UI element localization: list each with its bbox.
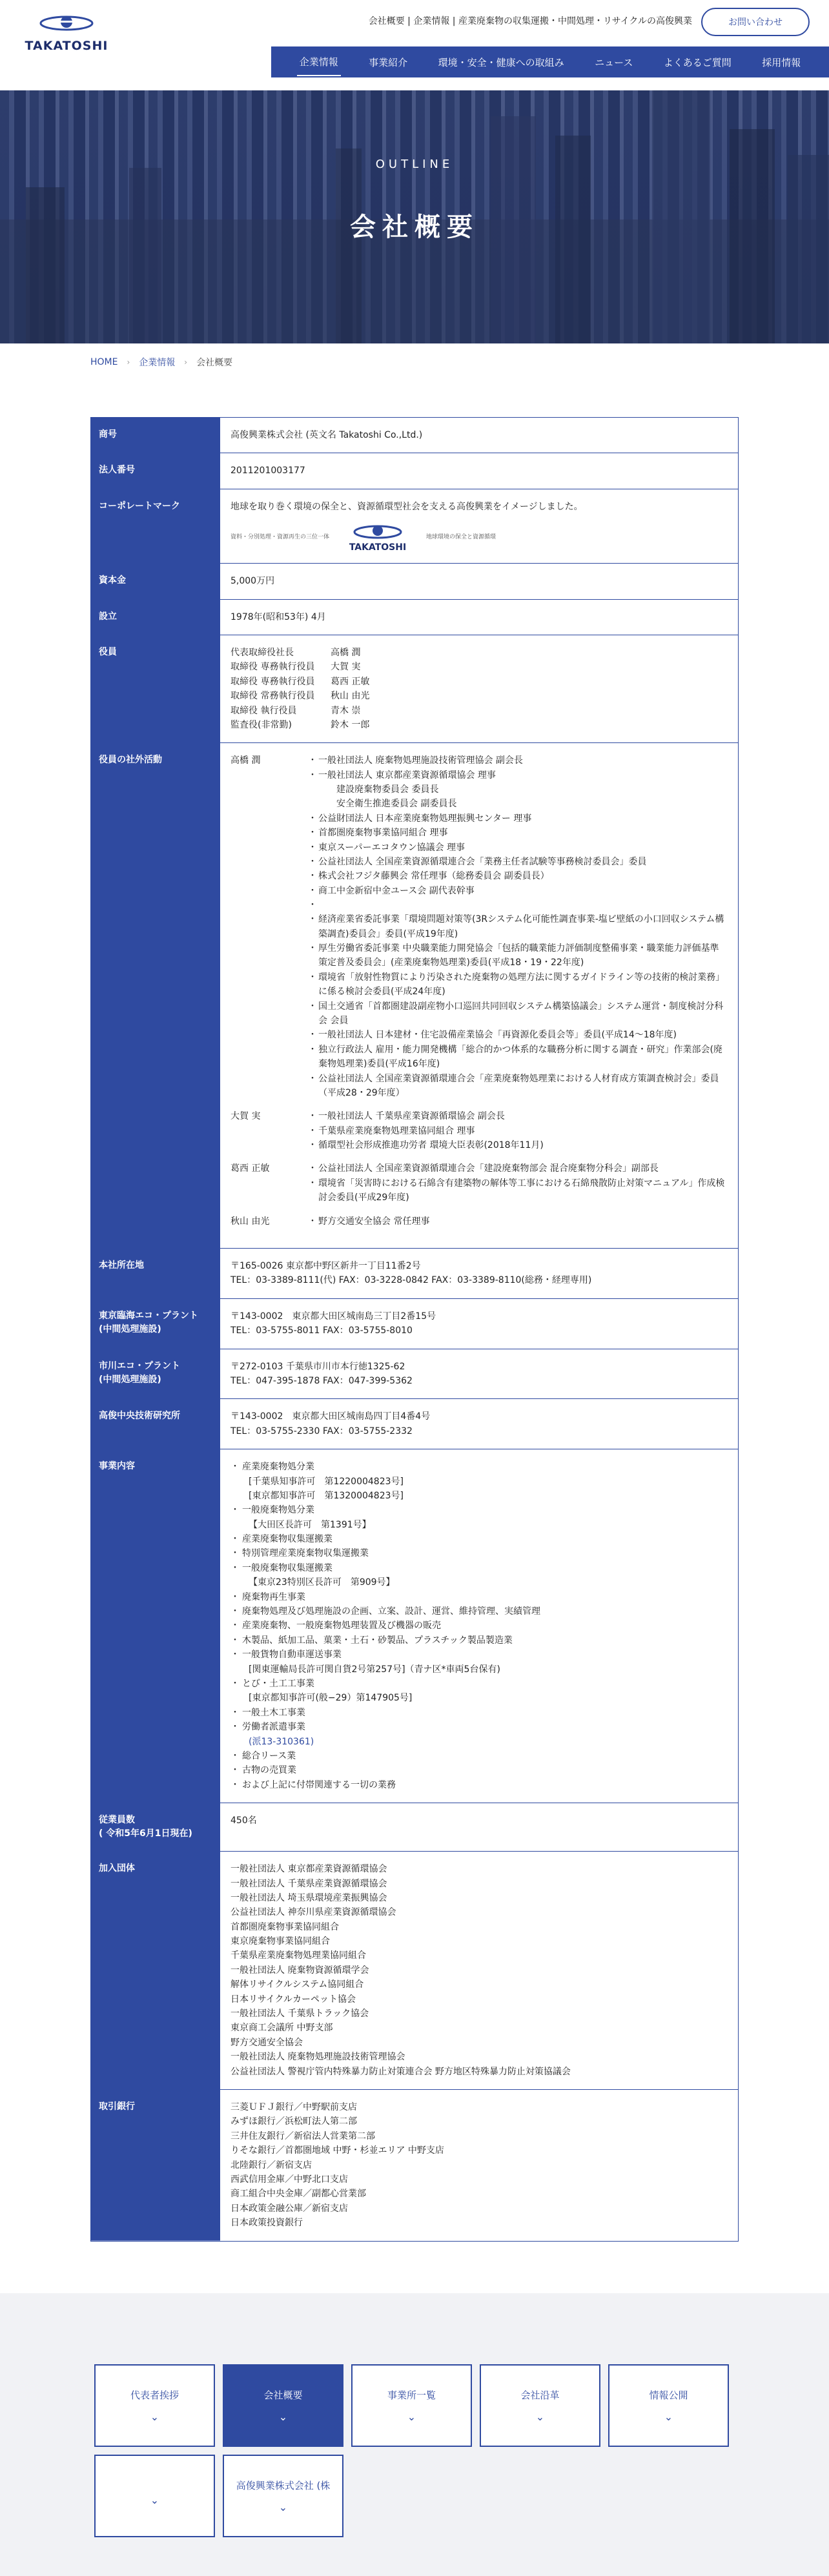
row-label: 法人番号 xyxy=(91,453,220,488)
business-item: ・ とび・土工工事業 xyxy=(230,1677,728,1691)
bottom-nav-tile[interactable] xyxy=(94,2455,215,2537)
mark-left-caption: 資料・分別処理・資源再生の三位一体 xyxy=(230,533,330,540)
corporate-number: 2011201003177 xyxy=(230,465,305,476)
row-label: 従業員数 ( 令和5年6月1日現在) xyxy=(91,1803,220,1851)
business-item: ・ 廃棄物再生事業 xyxy=(230,1590,728,1604)
activity-list xyxy=(308,1214,429,1229)
company-name: 高俊興業株式会社 (英文名 Takatoshi Co.,Ltd.) xyxy=(230,430,423,440)
business-item: ・ 古物の売買業 xyxy=(230,1763,728,1777)
officer-role: 取締役 執行役員 xyxy=(230,705,297,716)
address-line: 〒165-0026 東京都中野区新井一丁目11番2号 xyxy=(230,1261,421,1272)
phone-line: TEL：047-395-1878 FAX：047-399-5362 xyxy=(230,1375,413,1386)
nav-item-environment[interactable]: 環境・安全・健康への取組み xyxy=(438,56,564,68)
business-item: 【大田区長許可 第1391号】 xyxy=(249,1519,371,1530)
officer-role: 代表取締役社長 xyxy=(230,647,294,658)
business-item: [関東運輸局長許可関自貨2号第257号]（青ナ区*車両5台保有) xyxy=(249,1664,500,1675)
bank-item: りそな銀行／首都圏地域 中野・杉並エリア 中野支店 xyxy=(230,2145,444,2156)
business-list xyxy=(230,1460,728,1792)
address-line: 〒143-0002 東京都大田区城南島四丁目4番4号 xyxy=(230,1411,431,1422)
table-row xyxy=(91,489,738,564)
officers-list xyxy=(220,635,738,742)
activity-item: ・ 一般社団法人 日本建材・住宅設備産業協会「再資源化委員会等」委員(平成14〜18年度) xyxy=(308,1028,728,1042)
row-label: 東京臨海エコ・プラント (中間処理施設) xyxy=(91,1299,220,1349)
tile-label: 代表者挨拶 xyxy=(130,2389,179,2401)
org-item: 一般社団法人 千葉県産業資源循環協会 xyxy=(230,1878,387,1889)
business-item: ・ 廃棄物処理及び処理施設の企画、立案、設計、運営、維持管理、実績管理 xyxy=(230,1604,728,1619)
activity-item: ・ 一般社団法人 廃棄物処理施設技術管理協会 副会長 xyxy=(308,753,728,768)
activity-block xyxy=(230,1161,728,1205)
chevron-down-icon: ⌄ xyxy=(535,2410,545,2423)
bank-item: みずほ銀行／浜松町法人第二部 xyxy=(230,2116,357,2127)
table-row xyxy=(91,418,738,453)
org-item: 一般社団法人 廃棄物処理施設技術管理協会 xyxy=(230,2052,405,2063)
org-item: 一般社団法人 廃棄物資源循環学会 xyxy=(230,1965,369,1976)
bottom-nav-tile[interactable] xyxy=(94,2364,215,2447)
activity-item: ・ 環境省「放射性物質により汚染された廃棄物の処理方法に関するガイドライン等の技術的検討業務」に係る検討会委員(平成24年度) xyxy=(308,970,728,999)
business-item: ・ 特別管理産業廃棄物収集運搬業 xyxy=(230,1546,728,1560)
officer-row xyxy=(230,689,728,703)
lab-address xyxy=(220,1399,738,1449)
bank-item: 日本政策投資銀行 xyxy=(230,2218,303,2229)
tile-label: 会社沿革 xyxy=(520,2389,560,2401)
activity-item: ・ 商工中金新宿中金ユース会 副代表幹事 xyxy=(308,884,728,898)
employees: 450名 xyxy=(230,1815,257,1826)
header-top-links[interactable]: 会社概要 | 企業情報 | 産業廃棄物の収集運搬・中間処理・リサイクルの高俊興業 xyxy=(368,16,692,26)
business-item: ・ 産業廃棄物処分業 xyxy=(230,1460,728,1474)
table-row xyxy=(91,1399,738,1449)
site-header xyxy=(0,0,829,90)
tile-label: 情報公開 xyxy=(649,2389,688,2401)
activity-item: ・ 株式会社フジタ藤興会 常任理事（総務委員会 副委員長） xyxy=(308,869,728,883)
business-item: ・ 産業廃棄物、一般廃棄物処理装置及び機器の販売 xyxy=(230,1619,728,1633)
corporate-mark xyxy=(230,522,728,553)
chevron-right-icon: › xyxy=(127,358,130,367)
phone-line: TEL：03-5755-8011 FAX：03-5755-8010 xyxy=(230,1325,413,1336)
table-row xyxy=(91,564,738,599)
bank-item: 商工組合中央金庫／副都心営業部 xyxy=(230,2189,366,2200)
business-item: 【東京23特別区長許可 第909号】 xyxy=(249,1577,395,1588)
table-row xyxy=(91,1852,738,2090)
company-info-table xyxy=(90,417,739,2242)
chevron-down-icon: ⌄ xyxy=(150,2410,159,2423)
table-row xyxy=(91,1349,738,1400)
table-row xyxy=(91,453,738,489)
activity-item: ・ 一般社団法人 千葉県産業資源循環協会 副会長 xyxy=(308,1109,544,1123)
member-orgs xyxy=(220,1852,738,2089)
chevron-down-icon: ⌄ xyxy=(664,2410,673,2423)
corporate-mark-text: 地球を取り巻く環境の保全と、資源循環型社会を支える高俊興業をイメージしました。 xyxy=(230,501,583,512)
breadcrumb-home[interactable]: HOME xyxy=(90,357,118,367)
founded: 1978年(昭和53年) 4月 xyxy=(230,611,326,622)
phone-line: TEL：03-3389-8111(代) FAX：03-3228-0842 FAX：03-3389-8110(総務・経理専用) xyxy=(230,1275,592,1286)
table-row xyxy=(91,635,738,743)
table-row xyxy=(91,1803,738,1852)
business-item: ・ および上記に付帯関連する一切の業務 xyxy=(230,1778,728,1792)
business-item: [千葉県知事許可 第1220004823号] xyxy=(249,1476,404,1487)
phone-line: TEL：03-5755-2330 FAX：03-5755-2332 xyxy=(230,1426,413,1436)
org-item: 一般社団法人 埼玉県環境産業振興協会 xyxy=(230,1892,387,1903)
officer-name: 高橋 潤 xyxy=(230,755,261,766)
activity-item: ・ 経済産業省委託事業「環境問題対策等(3Rシステム化可能性調査事業-塩ビ壁紙の小口回収システム構築調査)委員会」委員(平成19年度) xyxy=(308,912,728,941)
row-label: 市川エコ・プラント (中間処理施設) xyxy=(91,1349,220,1399)
address-line: 〒272-0103 千葉県市川市本行徳1325-62 xyxy=(230,1361,405,1372)
business-item: ・ 産業廃棄物収集運搬業 xyxy=(230,1532,728,1546)
activity-item: 建設廃棄物委員会 委員長 xyxy=(336,784,439,795)
logo-text: TAKATOSHI xyxy=(25,39,108,53)
nav-item-news[interactable]: ニュース xyxy=(595,56,633,68)
chevron-right-icon: › xyxy=(184,358,188,367)
table-row xyxy=(91,600,738,635)
org-item: 東京商工会議所 中野支部 xyxy=(230,2023,333,2034)
activity-item: ・ 厚生労働省委託事業 中央職業能力開発協会「包括的職業能力評価制度整備事業・職業能力評価基準策定普及委員会」(産業廃棄物処理業)委員(平成18・19・22年度) xyxy=(308,941,728,970)
chevron-down-icon: ⌄ xyxy=(278,2410,288,2423)
activity-item: ・ 国土交通省「首都圏建設副産物小口巡回共同回収システム構築協議会」システム運営・制度検討分科会 会員 xyxy=(308,999,728,1028)
business-item: [東京都知事許可 第1320004823号] xyxy=(249,1490,404,1501)
row-label: 事業内容 xyxy=(91,1449,220,1803)
chevron-down-icon: ⌄ xyxy=(278,2500,288,2513)
breadcrumb-current: 会社概要 xyxy=(196,358,233,368)
activity-block xyxy=(230,1214,728,1229)
org-item: 首都圏廃棄物事業協同組合 xyxy=(230,1921,339,1932)
officer-role: 取締役 専務執行役員 xyxy=(230,676,315,687)
svg-text:TAKATOSHI: TAKATOSHI xyxy=(349,542,407,553)
bottom-nav-area xyxy=(0,2293,829,2576)
row-label: 役員 xyxy=(91,635,220,742)
breadcrumb-parent[interactable]: 企業情報 xyxy=(139,358,176,368)
officer-row xyxy=(230,646,728,660)
org-item: 公益社団法人 警視庁管内特殊暴力防止対策連合会 野方地区特殊暴力防止対策協議会 xyxy=(230,2066,571,2077)
row-label: 商号 xyxy=(91,418,220,453)
business-item: ・ 労働者派遣事業 xyxy=(230,1720,728,1734)
officer-name: 秋山 由光 xyxy=(331,691,370,702)
org-item: 野方交通安全協会 xyxy=(230,2037,303,2048)
officer-name: 鈴木 一郎 xyxy=(331,719,370,730)
officer-role: 監査役(非常勤) xyxy=(230,719,292,730)
row-label: 資本金 xyxy=(91,564,220,598)
tile-label: 高俊興業株式会社 (株 xyxy=(236,2479,331,2491)
table-row xyxy=(91,2090,738,2241)
row-label: 高俊中央技術研究所 xyxy=(91,1399,220,1449)
officer-row xyxy=(230,660,728,674)
plant1-address xyxy=(220,1299,738,1349)
bottom-nav-tile[interactable] xyxy=(223,2364,343,2447)
activity-item: ・ 東京スーパーエコタウン協議会 理事 xyxy=(308,841,728,855)
table-row xyxy=(91,1299,738,1349)
tile-label: 事業所一覧 xyxy=(387,2389,436,2401)
business-item: ・ 一般貨物自動車運送事業 xyxy=(230,1648,728,1662)
org-item: 一般社団法人 千葉県トラック協会 xyxy=(230,2009,369,2019)
org-item: 一般社団法人 東京都産業資源循環協会 xyxy=(230,1864,387,1875)
hero-banner xyxy=(0,90,829,343)
nav-item-company[interactable]: 企業情報 xyxy=(297,48,341,76)
bottom-nav-tile[interactable] xyxy=(223,2455,343,2537)
org-item: 日本リサイクルカーペット協会 xyxy=(230,1994,356,2005)
hero-subtitle: OUTLINE xyxy=(375,158,454,171)
officer-name: 高橋 潤 xyxy=(331,647,361,658)
activity-item: ・ 公益財団法人 日本産業廃棄物処理振興センター 理事 xyxy=(308,812,728,826)
business-item: ・ 総合リース業 xyxy=(230,1749,728,1763)
row-label: コーポレートマーク xyxy=(91,489,220,563)
business-item: ・ 一般廃棄物処分業 xyxy=(230,1503,728,1517)
bank-item: 西武信用金庫／中野北口支店 xyxy=(230,2174,348,2185)
activity-item: ・ 千葉県産業廃棄物処理業協同組合 理事 xyxy=(308,1124,544,1138)
bottom-nav-tile[interactable] xyxy=(480,2364,600,2447)
business-item: [東京都知事許可(般−29）第147905号] xyxy=(249,1693,413,1704)
activity-item: ・ 独立行政法人 雇用・能力開発機構「総合的かつ体系的な職務分析に関する調査・研究」作業部会(廃棄物処理業)委員(平成16年度) xyxy=(308,1043,728,1072)
org-item: 解体リサイクルシステム協同組合 xyxy=(230,1979,364,1990)
org-item: 千葉県産業廃棄物処理業協同組合 xyxy=(230,1950,366,1961)
activity-item: ・ 公益社団法人 全国産業資源循環連合会「産業廃棄物処理業における人材育成方策調査検討会」委員（平成28・29年度） xyxy=(308,1072,728,1101)
activity-item: ・ 循環型社会形成推進功労者 環境大臣表彰(2018年11月) xyxy=(308,1138,544,1152)
activity-item: ・ 首都圏廃棄物事業協同組合 理事 xyxy=(308,826,728,840)
org-item: 東京廃棄物事業協同組合 xyxy=(230,1936,330,1947)
activity-list xyxy=(308,753,728,1100)
license-link[interactable]: (派13-310361) xyxy=(249,1736,314,1747)
takatoshi-logo[interactable] xyxy=(18,12,115,57)
officer-row xyxy=(230,704,728,718)
row-label: 本社所在地 xyxy=(91,1249,220,1298)
business-item: ・ 木製品、紙加工品、菓業・土石・砂製品、プラスチック製品製造業 xyxy=(230,1633,728,1648)
activity-list xyxy=(308,1161,728,1205)
bottom-nav-tile[interactable] xyxy=(608,2364,729,2447)
officer-name: 秋山 由光 xyxy=(230,1216,270,1227)
activity-item: ・ 野方交通安全協会 常任理事 xyxy=(308,1214,429,1229)
nav-item-faq[interactable]: よくあるご質問 xyxy=(663,56,732,68)
org-item: 公益社団法人 神奈川県産業資源循環協会 xyxy=(230,1907,396,1918)
address-line: 〒143-0002 東京都大田区城南島三丁目2番15号 xyxy=(230,1311,436,1322)
officer-role: 取締役 専務執行役員 xyxy=(230,662,315,673)
row-label: 加入団体 xyxy=(91,1852,220,2089)
officer-row xyxy=(230,675,728,689)
table-row xyxy=(91,743,738,1249)
tile-label: 会社概要 xyxy=(263,2389,303,2401)
officer-name: 青木 崇 xyxy=(331,705,361,716)
chevron-down-icon: ⌄ xyxy=(407,2410,416,2423)
bottom-nav xyxy=(94,2364,735,2537)
table-row xyxy=(91,1249,738,1299)
plant2-address xyxy=(220,1349,738,1399)
mark-right-caption: 地球環境の保全と資源循環 xyxy=(426,533,496,540)
main-nav xyxy=(271,46,829,77)
officer-name: 葛西 正敏 xyxy=(331,676,370,687)
chevron-down-icon: ⌄ xyxy=(150,2494,159,2506)
officer-name: 大賀 実 xyxy=(230,1111,261,1122)
activity-item: ・ 一般社団法人 東京都産業資源循環協会 理事 xyxy=(308,768,728,782)
activity-item: ・ 公益社団法人 全国産業資源循環連合会「建設廃棄物部会 混合廃棄物分科会」副部長 xyxy=(308,1161,728,1176)
business-item: ・ 一般廃棄物収集運搬業 xyxy=(230,1561,728,1575)
business-item: ・ 一般土木工事業 xyxy=(230,1706,728,1720)
hq-address xyxy=(220,1249,738,1298)
bank-item: 三菱ＵＦＪ銀行／中野駅前支店 xyxy=(230,2101,357,2112)
corporate-mark-logo-icon xyxy=(336,522,420,553)
officer-row xyxy=(230,718,728,732)
row-label: 設立 xyxy=(91,600,220,635)
officer-activities xyxy=(220,743,738,1248)
activity-block xyxy=(230,753,728,1100)
breadcrumb xyxy=(0,343,829,381)
officer-name: 大賀 実 xyxy=(331,662,361,673)
spacer xyxy=(308,898,728,912)
table-row xyxy=(91,1449,738,1803)
page-title: 会社概要 xyxy=(350,212,479,242)
activity-item: 安全衛生推進委員会 副委員長 xyxy=(336,799,457,810)
bank-item: 北陸銀行／新宿支店 xyxy=(230,2160,312,2171)
row-label: 取引銀行 xyxy=(91,2090,220,2241)
capital: 5,000万円 xyxy=(230,576,275,587)
officer-role: 取締役 常務執行役員 xyxy=(230,691,315,702)
activity-item: ・ 環境省「災害時における石綿含有建築物の解体等工事における石綿飛散防止対策マニュアル」作成検討会委員(平成29年度) xyxy=(308,1176,728,1205)
activity-list xyxy=(308,1109,544,1152)
nav-item-business[interactable]: 事業紹介 xyxy=(369,56,408,68)
activity-item: ・ 公益社団法人 全国産業資源循環連合会「業務主任者試験等事務検討委員会」委員 xyxy=(308,855,728,869)
row-label: 役員の社外活動 xyxy=(91,743,220,1248)
bank-item: 三井住友銀行／新宿法人営業第二部 xyxy=(230,2131,375,2142)
bank-item: 日本政策金融公庫／新宿支店 xyxy=(230,2203,348,2214)
officer-name: 葛西 正敏 xyxy=(230,1163,270,1174)
contact-button[interactable]: お問い合わせ xyxy=(701,8,810,36)
bottom-nav-tile[interactable] xyxy=(351,2364,472,2447)
activity-block xyxy=(230,1109,728,1152)
banks xyxy=(220,2090,738,2241)
nav-item-recruit[interactable]: 採用情報 xyxy=(762,56,801,68)
